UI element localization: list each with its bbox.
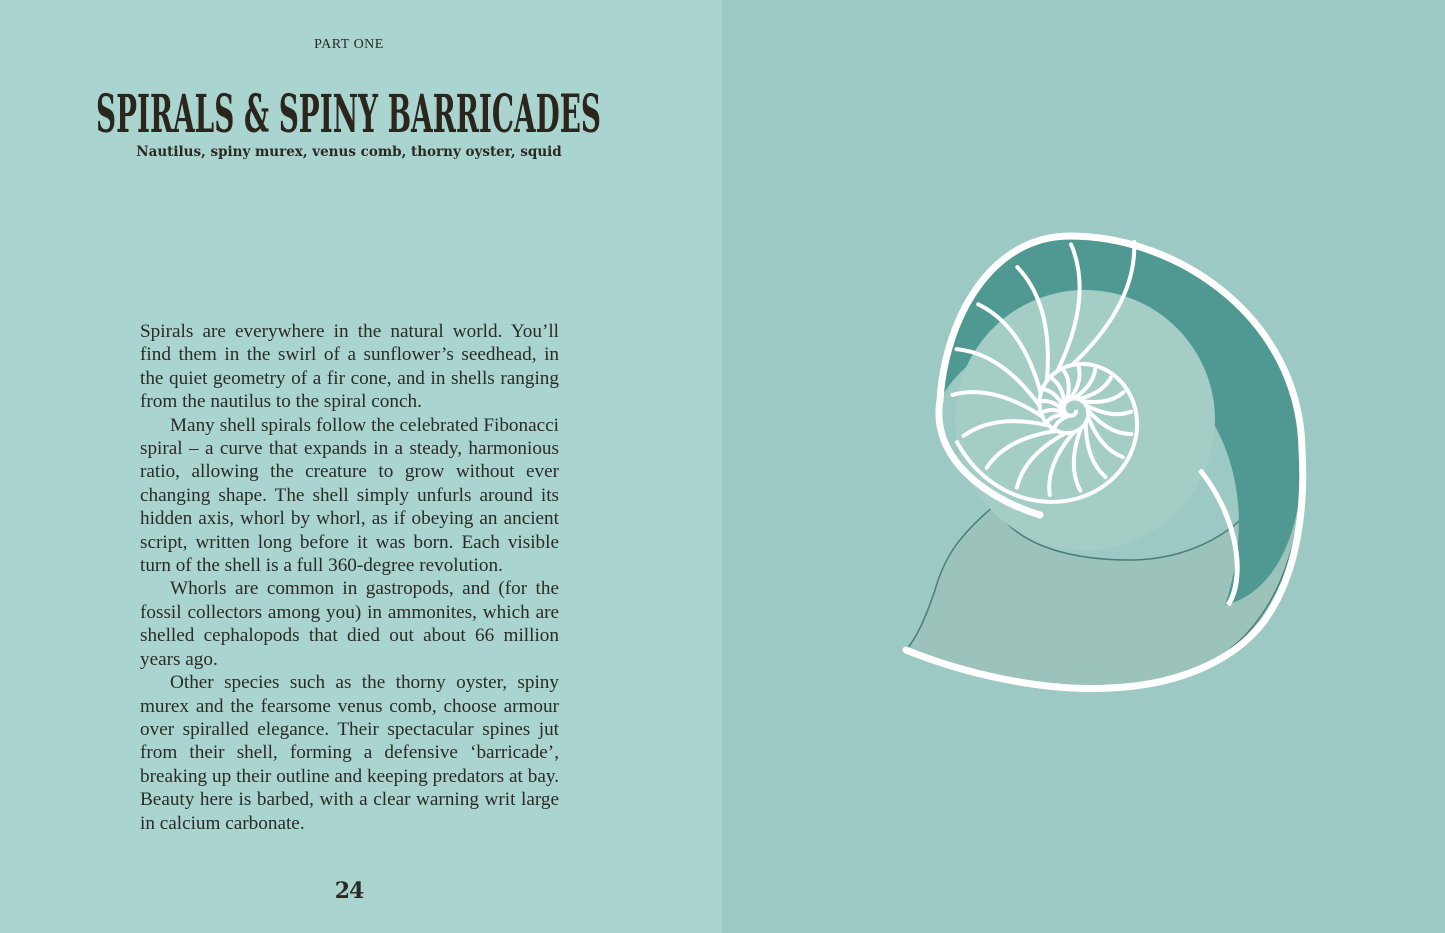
nautilus-shell-illustration [880,220,1320,710]
section-label: PART ONE [314,37,384,52]
chapter-title-svg [96,82,616,144]
paragraph-3: Whorls are common in gastropods, and (for the fossil collectors among you) in ammonites, which are shelled cephalopods that died out about 66 million years ago. [140,578,559,670]
chapter-title-text: SPIRALS & SPINY BARRICADES [96,84,601,145]
page-number: 24 [334,878,364,904]
chapter-title [96,82,616,144]
left-page [0,0,722,933]
paragraph-1: Spirals are everywhere in the natural world. You’ll find them in the swirl of a sunflower’s seedhead, in the quiet geometry of a fir cone, and in shells ranging from the nautilus to the spiral conch. [140,321,559,413]
chapter-subtitle: Nautilus, spiny murex, venus comb, thorny oyster, squid [136,144,562,160]
paragraph-4: Other species such as the thorny oyster, spiny murex and the fearsome venus comb, choose armour over spiralled elegance. Their spectacular spines jut from their shell, forming a defensive ‘barricade’, breaking up their outline and keeping predators at bay. Beauty here is barbed, with a clear warning writ large in calcium carbonate. [140,672,559,834]
nautilus-shell-icon [880,220,1320,710]
body-text [140,320,559,835]
paragraph-2: Many shell spirals follow the celebrated Fibonacci spiral – a curve that expands in a steady, harmonious ratio, allowing the creature to grow without ever changing shape. The shell simply unfurls around its hidden axis, whorl by whorl, as if obeying an ancient script, written long before it was born. Each visible turn of the shell is a full 360-degree revolution. [140,414,559,577]
